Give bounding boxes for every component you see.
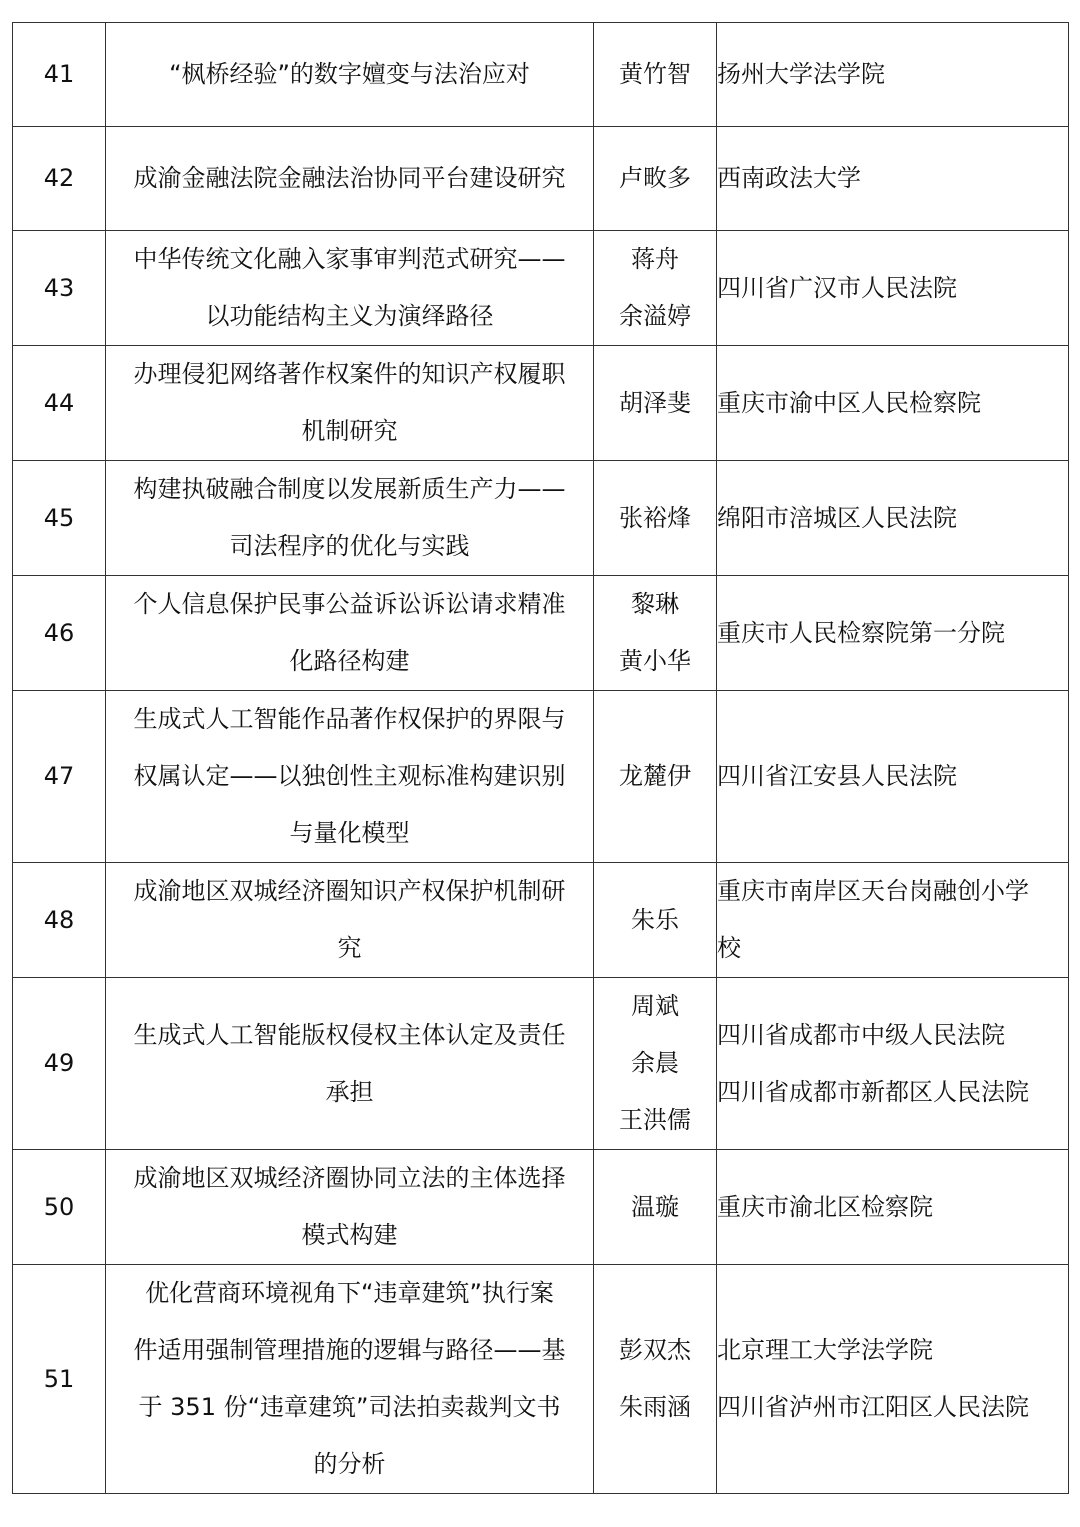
paper-title xyxy=(106,346,594,461)
paper-title-line: 成渝金融法院金融法治协同平台建设研究 xyxy=(133,164,566,192)
paper-title-line: 生成式人工智能作品著作权保护的界限与 xyxy=(133,705,566,733)
author-affiliation-line: 重庆市渝中区人民检察院 xyxy=(717,388,981,417)
author-names-line: 朱雨涵 xyxy=(619,1393,691,1421)
author-names xyxy=(594,1150,717,1265)
row-number: 42 xyxy=(13,127,106,231)
paper-title-line: 模式构建 xyxy=(301,1221,398,1249)
row-number: 43 xyxy=(13,231,106,346)
author-names xyxy=(594,863,717,978)
table-row xyxy=(13,978,1069,1150)
table-row xyxy=(13,1150,1069,1265)
paper-title xyxy=(106,461,594,576)
paper-title xyxy=(106,691,594,863)
author-affiliation xyxy=(717,231,1069,346)
author-affiliation-line: 校 xyxy=(717,934,741,962)
table-row xyxy=(13,127,1069,231)
author-names-line: 黎琳 xyxy=(631,590,679,618)
author-affiliation-line: 重庆市渝北区检察院 xyxy=(717,1192,933,1221)
paper-title xyxy=(106,978,594,1150)
author-affiliation xyxy=(717,863,1069,978)
paper-title-line: 司法程序的优化与实践 xyxy=(229,532,470,560)
paper-title-line: 优化营商环境视角下“违章建筑”执行案 xyxy=(145,1279,554,1307)
table-row xyxy=(13,576,1069,691)
paper-title xyxy=(106,23,594,127)
author-names-line: 卢畋多 xyxy=(619,164,691,192)
author-names xyxy=(594,231,717,346)
author-names xyxy=(594,461,717,576)
author-affiliation xyxy=(717,978,1069,1150)
author-names xyxy=(594,978,717,1150)
author-names xyxy=(594,1265,717,1494)
author-affiliation-line: 绵阳市涪城区人民法院 xyxy=(717,503,957,532)
row-number: 48 xyxy=(13,863,106,978)
author-affiliation xyxy=(717,1265,1069,1494)
paper-title-line: 构建执破融合制度以发展新质生产力—— xyxy=(133,475,566,503)
author-names xyxy=(594,691,717,863)
author-names-line: 周斌 xyxy=(631,992,679,1020)
author-affiliation-line: 四川省江安县人民法院 xyxy=(717,762,957,790)
author-names-line: 温璇 xyxy=(631,1192,679,1221)
author-affiliation xyxy=(717,576,1069,691)
author-affiliation-line: 西南政法大学 xyxy=(717,164,861,192)
author-names-line: 余溢婷 xyxy=(619,302,691,330)
paper-title-line: 成渝地区双城经济圈协同立法的主体选择 xyxy=(133,1164,566,1192)
author-affiliation-line: 重庆市人民检察院第一分院 xyxy=(717,618,1005,647)
table-row xyxy=(13,691,1069,863)
paper-title-line: 办理侵犯网络著作权案件的知识产权履职 xyxy=(133,360,566,388)
author-names-line: 余晨 xyxy=(631,1049,679,1077)
row-number: 45 xyxy=(13,461,106,576)
author-names-line: 黄小华 xyxy=(619,647,691,675)
paper-title-line: 成渝地区双城经济圈知识产权保护机制研 xyxy=(133,877,566,905)
table-row xyxy=(13,346,1069,461)
row-number: 47 xyxy=(13,691,106,863)
paper-title-line: “枫桥经验”的数字嬗变与法治应对 xyxy=(169,60,530,88)
paper-title-line: 权属认定——以独创性主观标准构建识别 xyxy=(133,762,566,790)
paper-title-line: 于 351 份“违章建筑”司法拍卖裁判文书 xyxy=(138,1393,561,1421)
author-affiliation xyxy=(717,691,1069,863)
author-names xyxy=(594,127,717,231)
author-names-line: 朱乐 xyxy=(631,905,679,934)
paper-title-line: 个人信息保护民事公益诉讼诉讼请求精准 xyxy=(133,590,566,618)
row-number: 46 xyxy=(13,576,106,691)
author-names-line: 彭双杰 xyxy=(619,1336,691,1364)
row-number: 50 xyxy=(13,1150,106,1265)
paper-title xyxy=(106,1265,594,1494)
paper-title xyxy=(106,863,594,978)
paper-title xyxy=(106,576,594,691)
table-body xyxy=(13,23,1069,1494)
author-names-line: 张裕烽 xyxy=(619,503,691,532)
author-affiliation-line: 四川省成都市中级人民法院 xyxy=(717,1020,1005,1049)
row-number: 51 xyxy=(13,1265,106,1494)
author-affiliation xyxy=(717,127,1069,231)
author-affiliation xyxy=(717,23,1069,127)
row-number: 41 xyxy=(13,23,106,127)
row-number: 44 xyxy=(13,346,106,461)
author-affiliation xyxy=(717,461,1069,576)
paper-title-line: 以功能结构主义为演绎路径 xyxy=(205,302,494,330)
table-row xyxy=(13,461,1069,576)
table-row xyxy=(13,863,1069,978)
author-names-line: 蒋舟 xyxy=(631,245,679,273)
paper-title-line: 中华传统文化融入家事审判范式研究—— xyxy=(133,245,566,273)
author-affiliation xyxy=(717,346,1069,461)
paper-title xyxy=(106,127,594,231)
result-table xyxy=(12,22,1069,1494)
paper-title-line: 机制研究 xyxy=(301,417,398,445)
paper-title-line: 的分析 xyxy=(313,1450,386,1478)
paper-title-line: 生成式人工智能版权侵权主体认定及责任 xyxy=(133,1020,566,1049)
table-row xyxy=(13,23,1069,127)
author-names-line: 王洪儒 xyxy=(619,1106,691,1134)
author-affiliation-line: 四川省成都市新都区人民法院 xyxy=(717,1077,1029,1106)
table-row xyxy=(13,231,1069,346)
paper-title xyxy=(106,1150,594,1265)
author-names-line: 龙麓伊 xyxy=(619,762,691,790)
paper-title-line: 化路径构建 xyxy=(289,647,410,675)
paper-title-line: 究 xyxy=(337,934,362,962)
author-affiliation-line: 扬州大学法学院 xyxy=(717,60,885,88)
paper-title xyxy=(106,231,594,346)
author-affiliation xyxy=(717,1150,1069,1265)
author-names-line: 胡泽斐 xyxy=(619,388,691,417)
author-names xyxy=(594,23,717,127)
author-affiliation-line: 重庆市南岸区天台岗融创小学 xyxy=(717,877,1029,905)
paper-title-line: 与量化模型 xyxy=(289,819,410,847)
author-affiliation-line: 四川省广汉市人民法院 xyxy=(717,273,957,302)
paper-title-line: 承担 xyxy=(325,1077,374,1106)
author-affiliation-line: 四川省泸州市江阳区人民法院 xyxy=(717,1393,1029,1421)
author-affiliation-line: 北京理工大学法学院 xyxy=(717,1336,933,1364)
author-names xyxy=(594,576,717,691)
table-row xyxy=(13,1265,1069,1494)
author-names xyxy=(594,346,717,461)
row-number: 49 xyxy=(13,978,106,1150)
author-names-line: 黄竹智 xyxy=(619,60,691,88)
paper-title-line: 件适用强制管理措施的逻辑与路径——基 xyxy=(133,1336,566,1364)
